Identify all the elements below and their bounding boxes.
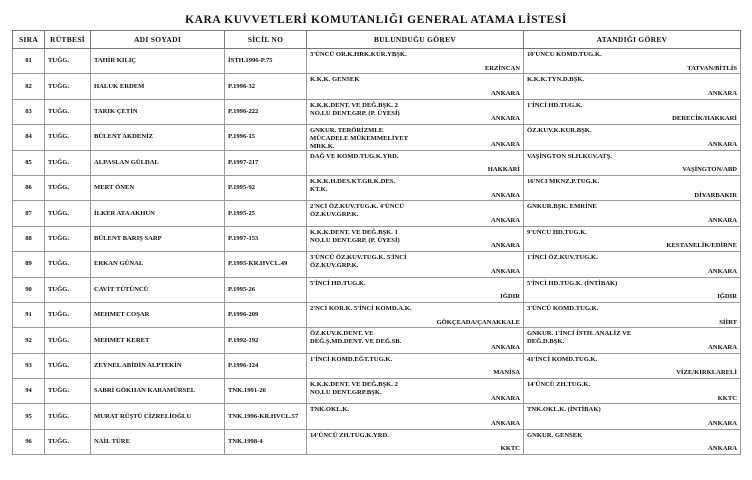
table-row bbox=[13, 302, 741, 327]
cell-sira: 81 bbox=[13, 49, 45, 74]
cell-atandigi-gorev bbox=[524, 74, 741, 99]
cell-bulundugu-gorev bbox=[307, 353, 524, 378]
table-row bbox=[13, 99, 741, 124]
cell-rutbe: TUĞG. bbox=[45, 226, 91, 251]
assigned-post-text: 3'ÜNCÜ KOMD.TUG.K. bbox=[527, 304, 599, 312]
cell-bulundugu-gorev bbox=[307, 429, 524, 454]
cell-sira: 85 bbox=[13, 150, 45, 175]
cell-rutbe: TUĞG. bbox=[45, 302, 91, 327]
column-header-atandigi-gorev: ATANDIĞI GÖREV bbox=[524, 31, 741, 49]
cell-ad-soyad: MEHMET KERET bbox=[91, 328, 225, 353]
cell-sicil-no: P.1996-222 bbox=[225, 99, 307, 124]
column-header-sicil-no: SİCİL NO bbox=[225, 31, 307, 49]
cell-ad-soyad: MEHMET COŞAR bbox=[91, 302, 225, 327]
cell-sira: 87 bbox=[13, 201, 45, 226]
assigned-post-text: 14'ÜNCÜ ZH.TUG.K. bbox=[527, 381, 591, 389]
assigned-post-location: IĞDIR bbox=[717, 293, 737, 301]
assigned-post-text: VAŞİNGTON SLH.KUV.ATŞ. bbox=[527, 152, 612, 160]
current-post-location: ANKARA bbox=[491, 242, 520, 250]
assigned-post-location: ANKARA bbox=[708, 420, 737, 428]
table-row bbox=[13, 125, 741, 150]
cell-rutbe: TUĞG. bbox=[45, 175, 91, 200]
current-post-text: TNK.OKL.K. bbox=[310, 406, 350, 414]
current-post-location: IĞDIR bbox=[500, 293, 520, 301]
cell-rutbe: TUĞG. bbox=[45, 277, 91, 302]
cell-ad-soyad: İLKER ATA AKHUN bbox=[91, 201, 225, 226]
current-post-location: ANKARA bbox=[491, 394, 520, 402]
assigned-post-text: 1'İNCİ HD.TUG.K. bbox=[527, 101, 583, 109]
table-row bbox=[13, 150, 741, 175]
assigned-post-text: GNKUR. GENSEK bbox=[527, 431, 583, 439]
assigned-post-location: ANKARA bbox=[708, 343, 737, 351]
cell-sicil-no: P.1995-KR.HVCL.49 bbox=[225, 252, 307, 277]
column-header-sira: SIRA bbox=[13, 31, 45, 49]
assigned-post-location: SİİRT bbox=[719, 318, 737, 326]
cell-sicil-no: P.1992-192 bbox=[225, 328, 307, 353]
cell-atandigi-gorev bbox=[524, 201, 741, 226]
current-post-location: MANİSA bbox=[493, 369, 520, 377]
cell-sicil-no: P.1996-209 bbox=[225, 302, 307, 327]
assigned-post-text: 16'NCI MKNZ.P.TUG.K. bbox=[527, 177, 600, 185]
cell-rutbe: TUĞG. bbox=[45, 252, 91, 277]
current-post-location: ANKARA bbox=[491, 420, 520, 428]
cell-ad-soyad: ALPASLAN GÜLDAL bbox=[91, 150, 225, 175]
cell-sicil-no: P.1995-26 bbox=[225, 277, 307, 302]
cell-bulundugu-gorev bbox=[307, 226, 524, 251]
table-row bbox=[13, 226, 741, 251]
cell-rutbe: TUĞG. bbox=[45, 379, 91, 404]
table-row bbox=[13, 328, 741, 353]
table-row bbox=[13, 49, 741, 74]
assigned-post-location: DİYARBAKIR bbox=[694, 191, 737, 199]
assigned-post-location: ANKARA bbox=[708, 267, 737, 275]
table-row bbox=[13, 353, 741, 378]
table-header-row bbox=[13, 31, 741, 49]
current-post-text: K.K.K.DENT. VE DEĞ.BŞK. 2 NO.LU DENT.GRP. (P. ÜYESİ) bbox=[310, 101, 400, 117]
table-row bbox=[13, 201, 741, 226]
current-post-location: ANKARA bbox=[491, 267, 520, 275]
cell-atandigi-gorev bbox=[524, 125, 741, 150]
cell-rutbe: TUĞG. bbox=[45, 74, 91, 99]
cell-bulundugu-gorev bbox=[307, 125, 524, 150]
cell-ad-soyad: HALUK ERDEM bbox=[91, 74, 225, 99]
document-title: KARA KUVVETLERİ KOMUTANLIĞI GENERAL ATAMA LİSTESİ bbox=[185, 14, 567, 26]
column-header-ad-soyad: ADI SOYADI bbox=[91, 31, 225, 49]
current-post-text: K.K.K.DENT. VE DEĞ.BŞK. 2 NO.LU DENT.GRP.BŞK. bbox=[310, 381, 398, 396]
cell-bulundugu-gorev bbox=[307, 302, 524, 327]
current-post-text: 2'NCİ ÖZ.KUV.TUG.K. 4'ÜNCÜ ÖZ.KUV.GRP.K. bbox=[310, 203, 405, 219]
cell-rutbe: TUĞG. bbox=[45, 404, 91, 429]
cell-sira: 92 bbox=[13, 328, 45, 353]
cell-rutbe: TUĞG. bbox=[45, 150, 91, 175]
cell-sicil-no: P.1997-153 bbox=[225, 226, 307, 251]
cell-bulundugu-gorev bbox=[307, 175, 524, 200]
cell-bulundugu-gorev bbox=[307, 328, 524, 353]
assigned-post-text: TNK.OKL.K. (İNTİBAK) bbox=[527, 406, 601, 414]
current-post-location: ANKARA bbox=[491, 216, 520, 224]
cell-sira: 84 bbox=[13, 125, 45, 150]
cell-sira: 82 bbox=[13, 74, 45, 99]
assigned-post-location: KKTC bbox=[717, 394, 737, 402]
cell-rutbe: TUĞG. bbox=[45, 99, 91, 124]
table-row bbox=[13, 429, 741, 454]
current-post-text: ÖZ.KUV.K.DENT. VE DEĞ.Ş.MD.DENT. VE DEĞ.SB. bbox=[310, 330, 402, 346]
cell-ad-soyad: BÜLENT BARIŞ SARP bbox=[91, 226, 225, 251]
cell-sira: 89 bbox=[13, 252, 45, 277]
cell-ad-soyad: MERT ÖNEN bbox=[91, 175, 225, 200]
assigned-post-location: ANKARA bbox=[708, 89, 737, 97]
cell-bulundugu-gorev bbox=[307, 404, 524, 429]
assigned-post-location: VİZE/KIRKLARELİ bbox=[676, 369, 737, 377]
table-row bbox=[13, 277, 741, 302]
current-post-text: 5'İNCİ HD.TUG.K. bbox=[310, 279, 366, 287]
assigned-post-text: GNKUR. 1'İNCİ İSTH. ANALİZ VE DEĞ.D.BŞK. bbox=[527, 330, 632, 346]
column-header-rutbe: RÜTBESİ bbox=[45, 31, 91, 49]
cell-rutbe: TUĞG. bbox=[45, 125, 91, 150]
cell-sira: 86 bbox=[13, 175, 45, 200]
assigned-post-location: KESTANELİK/EDİRNE bbox=[666, 242, 737, 250]
cell-atandigi-gorev bbox=[524, 328, 741, 353]
cell-ad-soyad: NAİL TÜRE bbox=[91, 429, 225, 454]
assigned-post-location: TATVAN/BİTLİS bbox=[687, 64, 737, 72]
cell-ad-soyad: BÜLENT AKDENİZ bbox=[91, 125, 225, 150]
current-post-text: 1'İNCİ KOMD.EĞT.TUG.K. bbox=[310, 355, 393, 363]
assigned-post-location: ANKARA bbox=[708, 140, 737, 148]
cell-sicil-no: TNK.1991-26 bbox=[225, 379, 307, 404]
current-post-text: 3'ÜNCÜ ÖZ.KUV.TUG.K. 5'İNCİ ÖZ.KUV.GRP.K. bbox=[310, 254, 407, 269]
cell-atandigi-gorev bbox=[524, 277, 741, 302]
assigned-post-text: 41'İNCİ KOMD.TUG.K. bbox=[527, 355, 598, 363]
assigned-post-location: ANKARA bbox=[708, 216, 737, 224]
cell-atandigi-gorev bbox=[524, 150, 741, 175]
assigned-post-text: 9'UNCU HD.TUG.K. bbox=[527, 228, 588, 236]
current-post-location: HAKKARİ bbox=[487, 166, 520, 174]
cell-sicil-no: P.1997-217 bbox=[225, 150, 307, 175]
current-post-text: 3'ÜNCÜ OR.K.HRK.KUR.YBŞK. bbox=[310, 51, 407, 58]
cell-sicil-no: P.1996-124 bbox=[225, 353, 307, 378]
cell-rutbe: TUĞG. bbox=[45, 201, 91, 226]
cell-bulundugu-gorev bbox=[307, 74, 524, 99]
cell-bulundugu-gorev bbox=[307, 49, 524, 74]
current-post-location: KKTC bbox=[500, 445, 520, 453]
cell-sira: 93 bbox=[13, 353, 45, 378]
cell-atandigi-gorev bbox=[524, 226, 741, 251]
cell-rutbe: TUĞG. bbox=[45, 49, 91, 74]
cell-atandigi-gorev bbox=[524, 252, 741, 277]
cell-bulundugu-gorev bbox=[307, 150, 524, 175]
cell-rutbe: TUĞG. bbox=[45, 328, 91, 353]
current-post-text: GNKUR. TERÖRİZMLE MÜCADELE MÜKEMMELİYET MRK.K. bbox=[310, 127, 408, 150]
current-post-text: DAĞ VE KOMD.TUG.K.YRD. bbox=[310, 152, 399, 160]
cell-bulundugu-gorev bbox=[307, 379, 524, 404]
table-row bbox=[13, 379, 741, 404]
current-post-text: K.K.K.H.DES.KT.GR.K.DES. KT.K. bbox=[310, 177, 396, 193]
cell-bulundugu-gorev bbox=[307, 277, 524, 302]
table-row bbox=[13, 175, 741, 200]
cell-sicil-no: İSTH.1996-P.75 bbox=[225, 49, 307, 74]
current-post-text: K.K.K. GENSEK bbox=[310, 76, 360, 84]
cell-sicil-no: P.1995-25 bbox=[225, 201, 307, 226]
table-row bbox=[13, 252, 741, 277]
assigned-post-text: K.K.K.TYN.D.BŞK. bbox=[527, 76, 585, 84]
cell-ad-soyad: SABRİ GÖKHAN KARAMÜRSEL bbox=[91, 379, 225, 404]
current-post-text: 14'ÜNCÜ ZH.TUG.K.YRD. bbox=[310, 431, 389, 439]
cell-bulundugu-gorev bbox=[307, 99, 524, 124]
cell-atandigi-gorev bbox=[524, 49, 741, 74]
cell-atandigi-gorev bbox=[524, 404, 741, 429]
assigned-post-text: 1'İNCİ ÖZ.KUV.TUG.K. bbox=[527, 254, 598, 262]
cell-sira: 96 bbox=[13, 429, 45, 454]
cell-rutbe: TUĞG. bbox=[45, 353, 91, 378]
cell-sira: 91 bbox=[13, 302, 45, 327]
cell-ad-soyad: TARIK ÇETİN bbox=[91, 99, 225, 124]
assigned-post-text: 10'UNCU KOMD.TUG.K. bbox=[527, 51, 602, 58]
cell-ad-soyad: TAHİR KILIÇ bbox=[91, 49, 225, 74]
cell-ad-soyad: ERKAN GÜNAL bbox=[91, 252, 225, 277]
cell-sira: 95 bbox=[13, 404, 45, 429]
current-post-location: ANKARA bbox=[491, 343, 520, 351]
assigned-post-text: GNKUR.BŞK. EMRİNE bbox=[527, 203, 597, 211]
current-post-location: GÖKÇEADA/ÇANAKKALE bbox=[436, 318, 520, 326]
assigned-post-text: 5'İNCİ HD.TUG.K. (İNTİBAK) bbox=[527, 279, 618, 287]
appointment-table bbox=[12, 30, 741, 455]
cell-rutbe: TUĞG. bbox=[45, 429, 91, 454]
cell-sicil-no: TNK.1996-KR.HVCL.57 bbox=[225, 404, 307, 429]
cell-atandigi-gorev bbox=[524, 175, 741, 200]
cell-bulundugu-gorev bbox=[307, 252, 524, 277]
current-post-text: K.K.K.DENT. VE DEĞ.BŞK. 1 NO.LU DENT.GRP. (P. ÜYESİ) bbox=[310, 228, 400, 244]
current-post-text: 2'NCİ KOR.K. 5'İNCİ KOMD.A.K. bbox=[310, 304, 412, 312]
cell-sira: 83 bbox=[13, 99, 45, 124]
cell-atandigi-gorev bbox=[524, 302, 741, 327]
assigned-post-text: ÖZ.KUV.K.KUR.BŞK. bbox=[527, 127, 592, 135]
current-post-location: ERZİNCAN bbox=[484, 64, 520, 72]
cell-sira: 94 bbox=[13, 379, 45, 404]
cell-sicil-no: P.1996-32 bbox=[225, 74, 307, 99]
table-row bbox=[13, 404, 741, 429]
cell-ad-soyad: MURAT RÜŞTÜ CİZRELİOĞLU bbox=[91, 404, 225, 429]
cell-atandigi-gorev bbox=[524, 99, 741, 124]
cell-atandigi-gorev bbox=[524, 429, 741, 454]
current-post-location: ANKARA bbox=[491, 140, 520, 148]
table-row bbox=[13, 74, 741, 99]
cell-atandigi-gorev bbox=[524, 379, 741, 404]
current-post-location: ANKARA bbox=[491, 115, 520, 123]
assigned-post-location: VAŞİNGTON/ABD bbox=[682, 166, 737, 174]
current-post-location: ANKARA bbox=[491, 89, 520, 97]
current-post-location: ANKARA bbox=[491, 191, 520, 199]
assigned-post-location: DERECİK/HAKKARİ bbox=[672, 115, 737, 123]
cell-sicil-no: P.1995-92 bbox=[225, 175, 307, 200]
cell-bulundugu-gorev bbox=[307, 201, 524, 226]
cell-sira: 88 bbox=[13, 226, 45, 251]
column-header-bulundugu-gorev: BULUNDUĞU GÖREV bbox=[307, 31, 524, 49]
cell-sicil-no: P.1996-15 bbox=[225, 125, 307, 150]
cell-ad-soyad: ZEYNEL ABİDİN ALPTEKİN bbox=[91, 353, 225, 378]
cell-sicil-no: TNK.1998-4 bbox=[225, 429, 307, 454]
cell-atandigi-gorev bbox=[524, 353, 741, 378]
cell-ad-soyad: CAVİT TÜTÜNCÜ bbox=[91, 277, 225, 302]
cell-sira: 90 bbox=[13, 277, 45, 302]
assigned-post-location: ANKARA bbox=[708, 445, 737, 453]
